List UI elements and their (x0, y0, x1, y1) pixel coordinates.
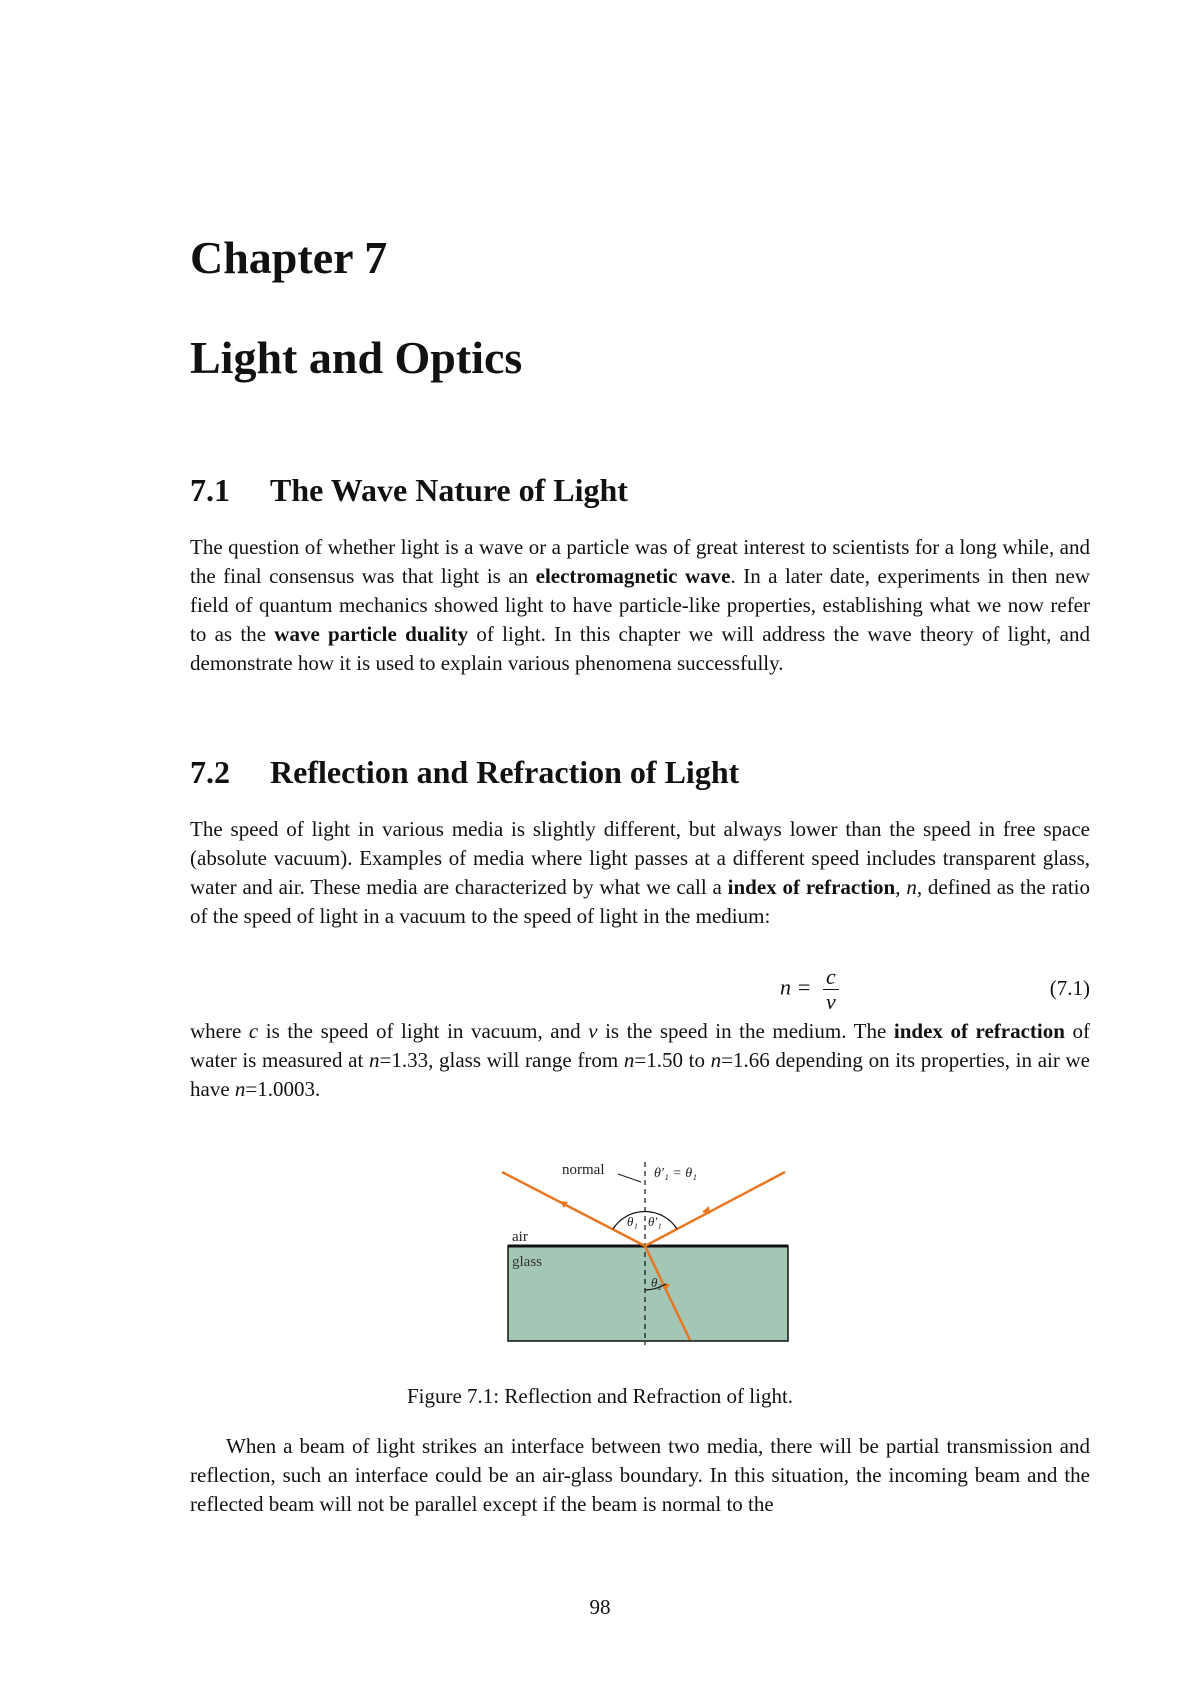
math-variable: n (710, 1048, 722, 1072)
text-span: of light. In this chapter we will address the wave theory of light, and demonstrate how it is used to explain various phenomena successfully. (190, 622, 1091, 675)
bold-term: electromagnetic wave (535, 564, 731, 588)
label-air: air (512, 1229, 528, 1245)
equation-7-1 (190, 962, 1090, 1018)
section-title: Reflection and Refraction of Light (270, 754, 740, 790)
text-span: , defined as the ratio of the speed of light in a vacuum to the speed of light in the medium: (190, 875, 1090, 928)
section-title: The Wave Nature of Light (270, 472, 628, 508)
math-variable: c (248, 1019, 259, 1043)
text-span: of water is measured at (190, 1019, 1090, 1072)
paragraph-index-values (190, 1017, 1090, 1104)
text-span: . In a later date, experiments in then new field of quantum mechanics showed light to have particle-like properties, establishing what we now refer to as the (190, 564, 1091, 646)
math-variable: n (623, 1048, 635, 1072)
paragraph-speed-of-light (190, 815, 1090, 931)
label-glass: glass (512, 1254, 542, 1270)
bold-term: index of refraction (893, 1019, 1065, 1043)
math-variable: n (368, 1048, 380, 1072)
figure-caption: Figure 7.1: Reflection and Refraction of light. (406, 1384, 794, 1408)
label-theta-equality: θ′₁ = θ₁ (654, 1166, 697, 1181)
section-heading-7-2 (190, 752, 739, 792)
fraction (823, 966, 839, 1013)
text-span: The speed of light in various media is slightly different, but always lower than the speed in free space (absolute vacuum). Examples of media where light passes at a different speed includes transparent glass, water and air. These media are characterized by what we call a (190, 817, 1090, 899)
text-span: =1.66 depending on its properties, in air we have (190, 1048, 1091, 1101)
section-heading-7-1 (190, 470, 628, 510)
bold-term: index of refraction (727, 875, 896, 899)
fraction-denominator: v (825, 989, 836, 1014)
section-number: 7.1 (190, 472, 230, 508)
chapter-title: Light and Optics (190, 332, 523, 383)
text-span: is the speed in the medium. The (597, 1019, 894, 1043)
math-variable: n (234, 1077, 246, 1101)
text-span: =1.33, glass will range from (379, 1048, 624, 1072)
label-theta1-prime: θ′₁ (648, 1214, 662, 1229)
label-normal: normal (562, 1162, 605, 1178)
math-variable: v (588, 1019, 598, 1043)
label-theta1: θ₁ (627, 1214, 638, 1229)
section-number: 7.2 (190, 754, 230, 790)
reflected-arrow-icon (702, 1206, 710, 1214)
math-variable: n (906, 875, 917, 899)
fraction-numerator: c (825, 964, 836, 989)
refraction-diagram (490, 1150, 800, 1375)
paragraph-interface: When a beam of light strikes an interface between two media, there will be partial transmission and reflection, such an interface could be an air-glass boundary. In this situation, the incoming beam and the reflected beam will not be parallel except if the beam is normal to the (190, 1434, 1090, 1516)
equation-lhs: n = (780, 974, 812, 1000)
text-span: The question of whether light is a wave or a particle was of great interest to scientists for a long while, and the final consensus was that light is an (190, 535, 1090, 588)
equation-number: (7.1) (1049, 976, 1090, 1000)
text-span: where (190, 1019, 249, 1043)
text-span: =1.50 to (634, 1048, 711, 1072)
bold-term: wave particle duality (274, 622, 469, 646)
text-span: is the speed of light in vacuum, and (258, 1019, 589, 1043)
normal-pointer-line (618, 1174, 641, 1182)
text-span: , (895, 875, 907, 899)
paragraph-wave-nature (190, 533, 1090, 678)
chapter-label: Chapter 7 (190, 232, 388, 283)
text-span: =1.0003. (245, 1077, 321, 1101)
glass-block (508, 1246, 788, 1341)
label-theta2: θ₂ (651, 1275, 662, 1290)
equation-expression (780, 966, 839, 1013)
reflected-ray (645, 1172, 785, 1246)
page-number: 98 (589, 1595, 611, 1619)
